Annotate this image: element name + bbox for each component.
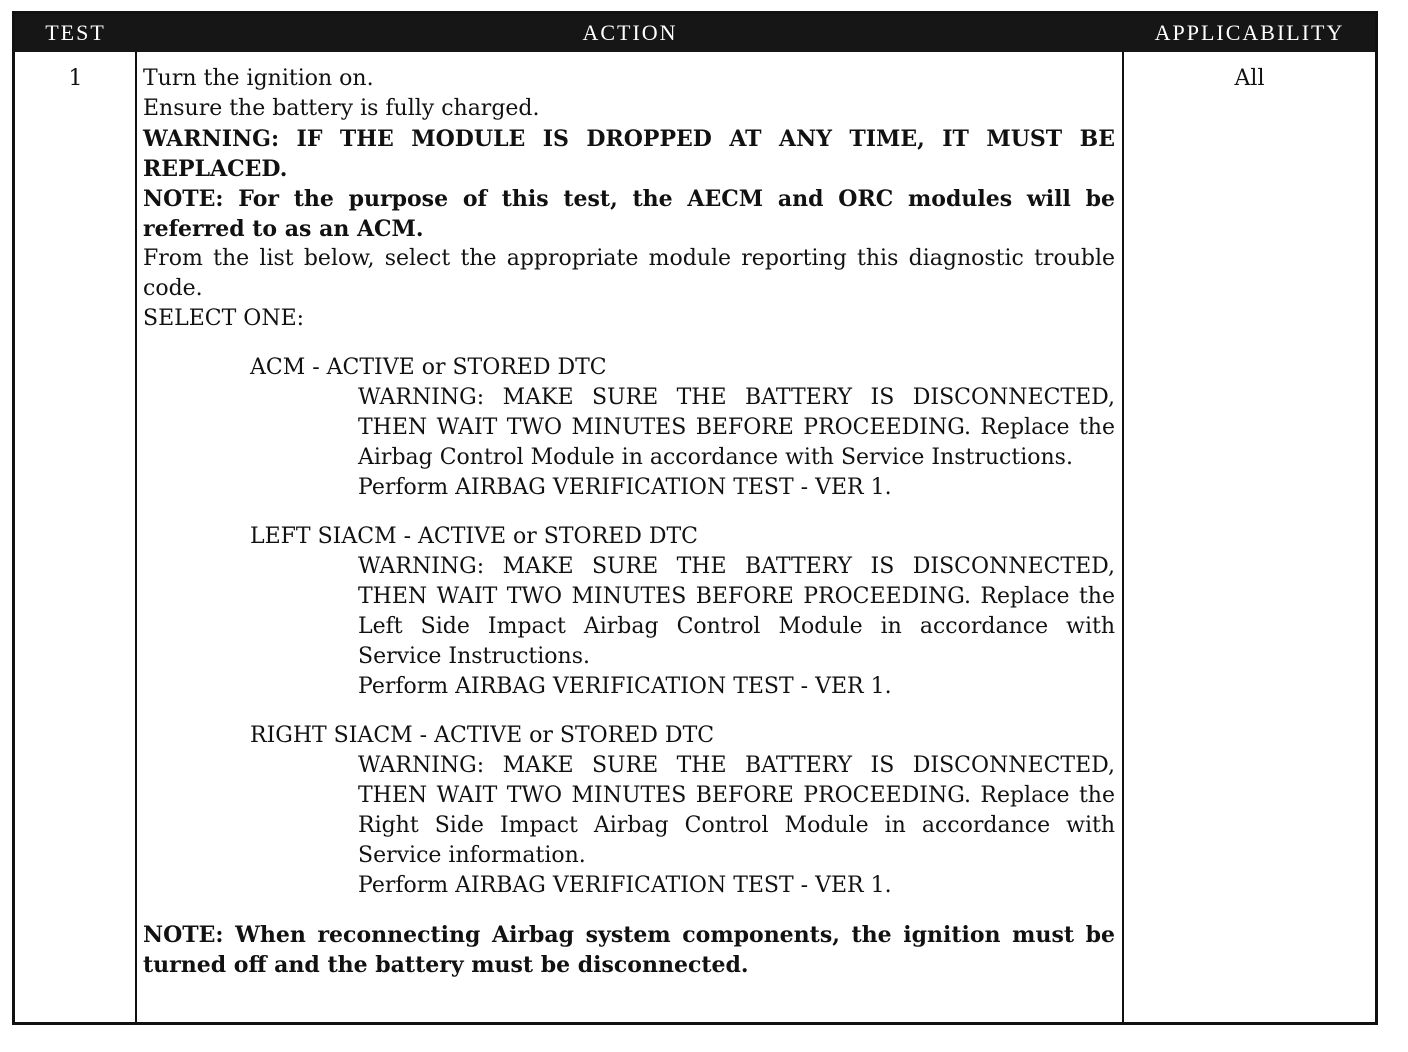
header-test: TEST [45, 20, 106, 45]
action-cell [143, 64, 1115, 980]
option-warning: WARNING: MAKE SURE THE BATTERY IS DISCONNECTED, THEN WAIT TWO MINUTES BEFORE PROCEEDING. Replace the Right Side Impact Airbag Control Module in accordance with Service information. [358, 753, 1115, 868]
option-acm [143, 353, 1115, 503]
option-title: LEFT SIACM - ACTIVE or STORED DTC [250, 524, 698, 549]
option-perform: Perform AIRBAG VERIFICATION TEST - VER 1. [358, 475, 892, 500]
column-divider-applicability [1122, 52, 1124, 1022]
option-warning: WARNING: MAKE SURE THE BATTERY IS DISCONNECTED, THEN WAIT TWO MINUTES BEFORE PROCEEDING. Replace the Airbag Control Module in accordance with Service Instructions. [358, 385, 1115, 470]
acm-note: NOTE: For the purpose of this test, the AECM and ORC modules will be referred to as an ACM. [143, 186, 1115, 242]
select-instruction: From the list below, select the appropriate module reporting this diagnostic trouble code. [143, 246, 1115, 301]
header-action: ACTION [582, 20, 678, 45]
select-one-label: SELECT ONE: [143, 306, 305, 331]
column-divider-test [135, 52, 137, 1022]
option-perform: Perform AIRBAG VERIFICATION TEST - VER 1. [358, 873, 892, 898]
option-warning: WARNING: MAKE SURE THE BATTERY IS DISCONNECTED, THEN WAIT TWO MINUTES BEFORE PROCEEDING. Replace the Left Side Impact Airbag Control Module in accordance with Service Instructions. [358, 554, 1115, 669]
option-title: RIGHT SIACM - ACTIVE or STORED DTC [250, 723, 715, 748]
option-title: ACM - ACTIVE or STORED DTC [250, 355, 607, 380]
diagnostic-test-table [12, 11, 1378, 1025]
option-left-siacm [143, 522, 1115, 702]
applicability-value: All [1234, 66, 1265, 91]
test-number: 1 [68, 66, 83, 91]
module-dropped-warning: WARNING: IF THE MODULE IS DROPPED AT ANY TIME, IT MUST BE REPLACED. [143, 126, 1115, 182]
option-right-siacm [143, 721, 1115, 901]
header-applicability: APPLICABILITY [1154, 20, 1345, 45]
intro-line-battery: Ensure the battery is fully charged. [143, 96, 540, 121]
option-perform: Perform AIRBAG VERIFICATION TEST - VER 1. [358, 674, 892, 699]
table-header [15, 14, 1375, 52]
intro-line-ignition: Turn the ignition on. [143, 66, 374, 91]
reconnect-note: NOTE: When reconnecting Airbag system components, the ignition must be turned off and the battery must be disconnected. [143, 922, 1115, 978]
